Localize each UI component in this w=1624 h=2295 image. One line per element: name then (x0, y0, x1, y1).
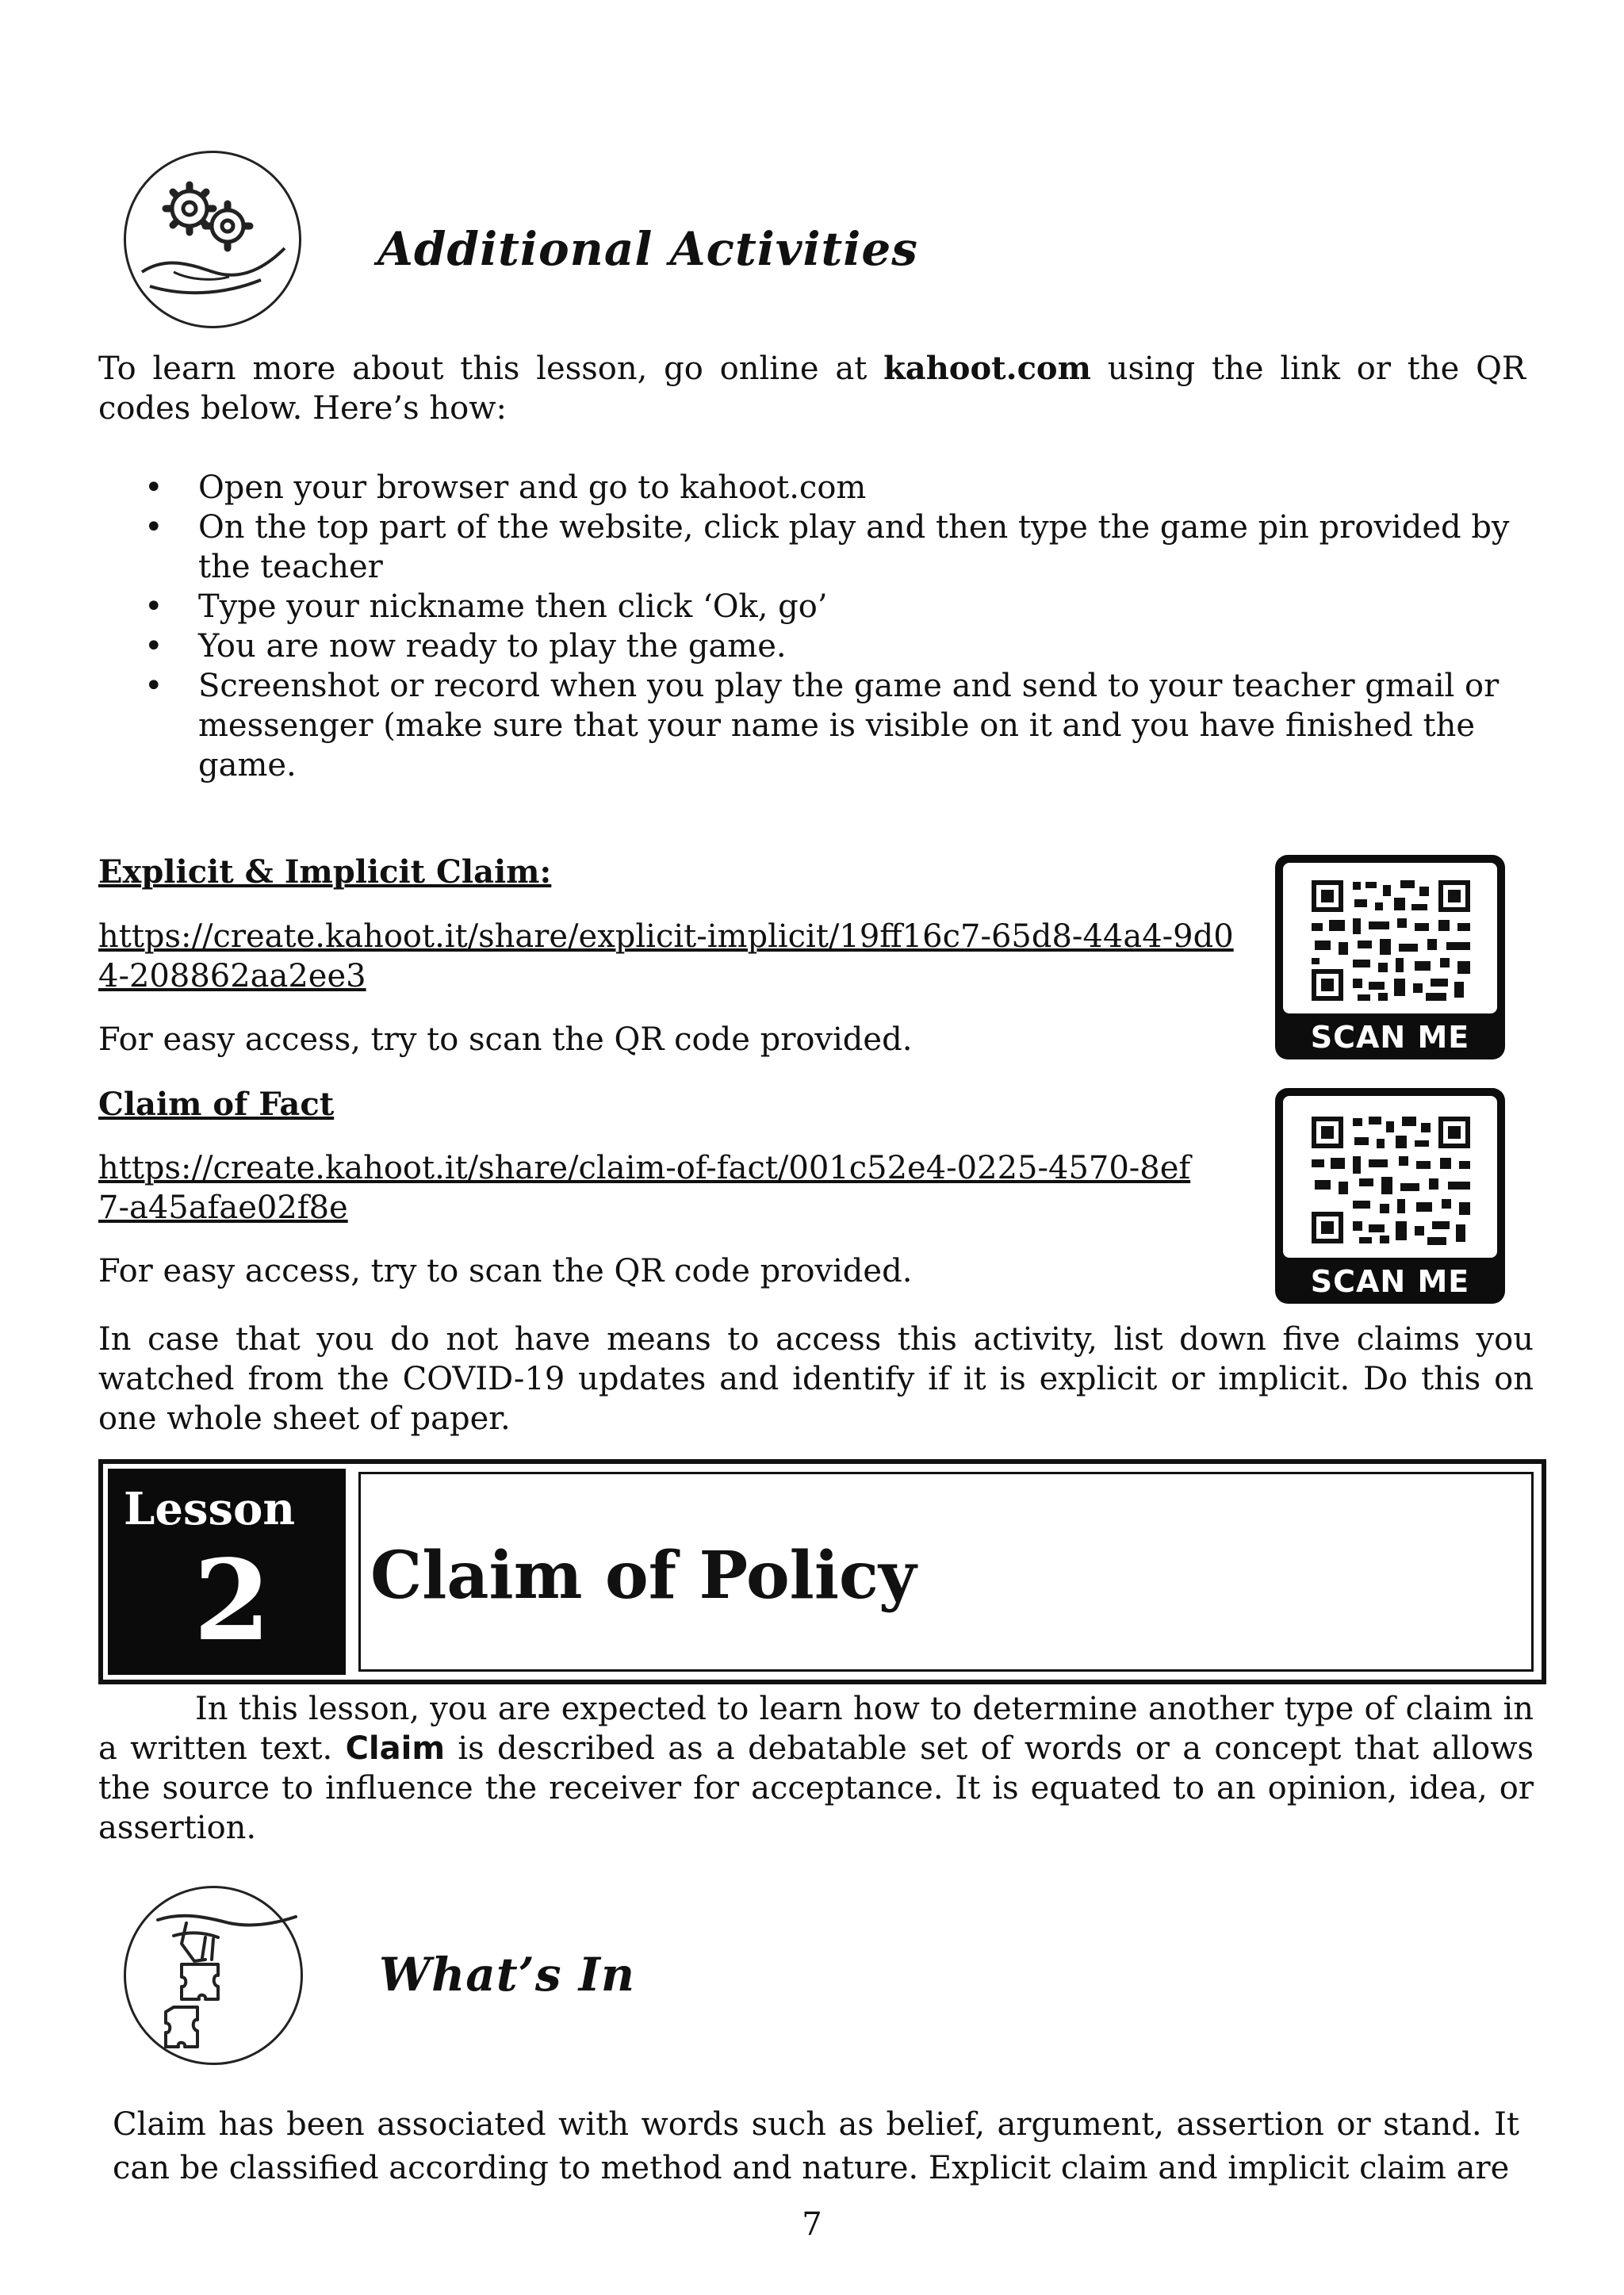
bullet-icon: • (144, 509, 163, 546)
list-item (98, 508, 1510, 587)
list-item (98, 587, 1510, 626)
intro-paragraph (98, 349, 1526, 428)
explicit-implicit-heading: Explicit & Implicit Claim: (98, 853, 552, 891)
fallback-paragraph: In case that you do not have means to access this activity, list down five claims you watched from the COVID-19 updates and identify if it is explicit or implicit. Do this on one whole sheet of paper. (98, 1321, 1534, 1437)
page-number: 7 (802, 2206, 822, 2243)
bullet-icon: • (144, 628, 163, 665)
list-item (98, 468, 1510, 508)
gears-hand-icon (124, 151, 301, 328)
lesson-label: Lesson (124, 1483, 296, 1535)
bullet-icon: • (144, 469, 163, 506)
explicit-implicit-note: For easy access, try to scan the QR code provided. (98, 1021, 913, 1058)
kahoot-site-name: kahoot.com (883, 350, 1091, 387)
step-text: Open your browser and go to kahoot.com (198, 469, 867, 506)
claim-of-fact-note: For easy access, try to scan the QR code provided. (98, 1253, 913, 1289)
lesson-intro-text-end: is described as a debatable set of words or a concept that allows the source to influence the receiver for acceptance. It is equated to an opinion, idea, or assertion. (98, 1730, 1534, 1846)
claim-term: Claim (345, 1730, 446, 1767)
scan-me-label: SCAN ME (1310, 1020, 1470, 1055)
step-text: You are now ready to play the game. (198, 628, 787, 665)
claim-of-fact-heading: Claim of Fact (98, 1086, 335, 1123)
bullet-icon: • (144, 668, 163, 704)
step-text: Type your nickname then click ‘Ok, go’ (198, 588, 828, 625)
lesson-title: Claim of Policy (370, 1538, 917, 1614)
lesson-intro-paragraph (98, 1689, 1534, 1848)
qr-code-claim-of-fact[interactable] (1275, 1088, 1505, 1304)
step-text: Screenshot or record when you play the game and send to your teacher gmail or messenger (make sure that your name is visible on it and you have finished the game. (198, 668, 1500, 784)
qr-code-icon (1283, 1096, 1497, 1258)
lesson-number: 2 (193, 1536, 271, 1666)
qr-code-icon (1283, 863, 1497, 1013)
list-item (98, 626, 1510, 666)
lesson-title-panel (358, 1472, 1534, 1672)
lesson-intro-text: In this lesson, you are expected to learn how to determine another type of claim in a written text. (98, 1691, 1534, 1767)
qr-code-explicit-implicit[interactable] (1275, 855, 1505, 1059)
intro-text: To learn more about this lesson, go online at (98, 351, 884, 387)
additional-activities-title: Additional Activities (377, 222, 918, 276)
explicit-implicit-link[interactable]: https://create.kahoot.it/share/explicit-implicit/19ff16c7-65d8-44a4-9d04-208862aa2ee3 (98, 918, 1234, 994)
claim-of-fact-link[interactable]: https://create.kahoot.it/share/claim-of-fact/001c52e4-0225-4570-8ef7-a45afae02f8e (98, 1150, 1191, 1226)
lesson-header-box (98, 1459, 1546, 1684)
scan-me-label: SCAN ME (1310, 1264, 1470, 1299)
intro-text-end: using the link or the QR codes below. Here’s how: (98, 351, 1526, 427)
step-text: On the top part of the website, click play and then type the game pin provided by the teacher (198, 509, 1510, 585)
list-item (98, 666, 1510, 785)
puzzle-hand-icon (124, 1886, 303, 2065)
whats-in-title: What’s In (379, 1948, 636, 2002)
whats-in-paragraph: Claim has been associated with words such as belief, argument, assertion or stand. It can be classified according to method and nature. Explicit claim and implicit claim are (113, 2106, 1519, 2186)
lesson-number-panel (108, 1469, 346, 1675)
bullet-icon: • (144, 588, 163, 625)
steps-list (98, 468, 1510, 785)
